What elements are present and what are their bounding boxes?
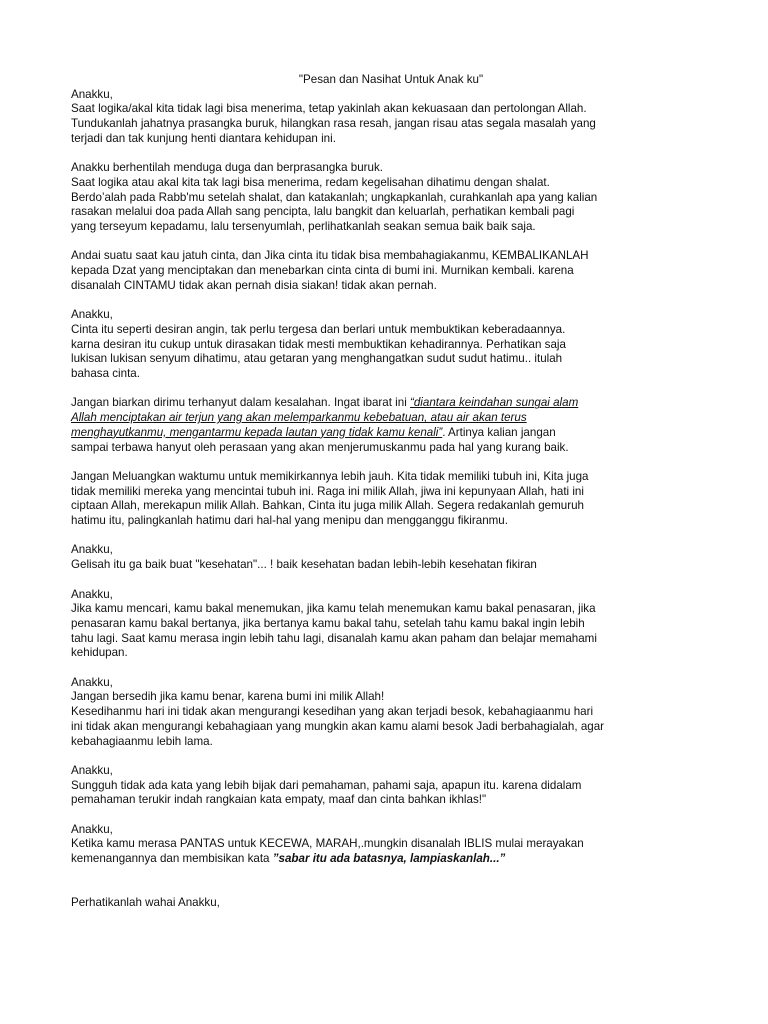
paragraph-line	[71, 411, 711, 426]
paragraph-line: Ketika kamu merasa PANTAS untuk KECEWA, MARAH,.mungkin disanalah IBLIS mulai merayakan	[71, 837, 584, 851]
paragraph-line: ini tidak akan mengurangi kebahagiaan yang mungkin akan kamu alami besok Jadi berbahagialah, agar	[71, 719, 605, 733]
paragraph-line: kebahagiaanmu lebih lama.	[71, 734, 213, 748]
paragraph-line: sampai terbawa hanyut oleh perasaan yang akan menjerumuskanmu pada hal yang kurang baik.	[71, 440, 569, 454]
paragraph-5	[71, 396, 711, 455]
paragraph-8	[71, 588, 711, 662]
paragraph-4	[71, 308, 711, 382]
quote-text: menghayutkanmu, mengantarmu kepada lautan yang tidak kamu kenali”	[71, 425, 443, 439]
document-body	[71, 73, 711, 911]
paragraph-line: Anakku,	[71, 763, 113, 777]
paragraph-line: yang terseyum kepadamu, lalu tersenyumlah, perlihatkanlah seakan semua baik baik saja.	[71, 220, 536, 234]
paragraph-line: hatimu itu, palingkanlah hatimu dari hal-hal yang menipu dan mengganggu fikiranmu.	[71, 514, 508, 528]
paragraph-9	[71, 676, 711, 750]
paragraph-line	[71, 852, 711, 867]
paragraph-7	[71, 543, 711, 572]
paragraph-line: Saat logika/akal kita tidak lagi bisa menerima, tetap yakinlah akan kekuasaan dan pertolongan Allah.	[71, 102, 587, 116]
paragraph-line	[71, 396, 711, 411]
paragraph-1	[71, 88, 711, 147]
paragraph-line: Jika kamu mencari, kamu bakal menemukan, jika kamu telah menemukan kamu bakal penasaran, jika	[71, 602, 596, 616]
quote-text: ”sabar itu ada batasnya, lampiaskanlah...”	[272, 852, 506, 866]
paragraph-text: kemenangannya dan membisikan kata	[71, 852, 273, 866]
paragraph-line: Andai suatu saat kau jatuh cinta, dan Jika cinta itu tidak bisa membahagiakanmu, KEMBALIKANLAH	[71, 249, 589, 263]
paragraph-line: Sungguh tidak ada kata yang lebih bijak dari pemahaman, pahami saja, apapun itu. karena didalam	[71, 778, 582, 792]
paragraph-text: . Artinya kalian jangan	[442, 425, 556, 439]
paragraph-10	[71, 764, 711, 808]
closing-line: Perhatikanlah wahai Anakku,	[71, 896, 220, 910]
paragraph-line: Kesedihanmu hari ini tidak akan mengurangi kesedihan yang akan terjadi besok, kebahagiaanmu hari	[71, 705, 594, 719]
quote-text: Allah menciptakan air terjun yang akan melemparkanmu kebebatuan, atau air akan terus	[71, 411, 527, 425]
paragraph-line	[71, 426, 711, 441]
paragraph-line: Anakku,	[71, 822, 113, 836]
paragraph-line: Saat logika atau akal kita tak lagi bisa menerima, redam kegelisahan dihatimu dengan shalat.	[71, 175, 550, 189]
paragraph-3	[71, 249, 711, 293]
paragraph-line: Jangan bersedih jika kamu benar, karena bumi ini milik Allah!	[71, 690, 385, 704]
paragraph-line: Cinta itu seperti desiran angin, tak perlu tergesa dan berlari untuk membuktikan keberadaannya.	[71, 322, 566, 336]
paragraph-line: Anakku,	[71, 543, 113, 557]
paragraph-6	[71, 470, 711, 529]
paragraph-11	[71, 823, 711, 867]
paragraph-line: Anakku,	[71, 675, 113, 689]
paragraph-line: kehidupan.	[71, 646, 128, 660]
paragraph-line: tahu lagi. Saat kamu merasa ingin lebih tahu lagi, disanalah kamu akan paham dan belajar memahami	[71, 631, 597, 645]
paragraph-2	[71, 161, 711, 235]
paragraph-line: Anakku,	[71, 587, 113, 601]
paragraph-text: Jangan biarkan dirimu terhanyut dalam kesalahan. Ingat ibarat ini	[71, 396, 410, 410]
paragraph-line: tidak memiliki mereka yang mencintai tubuh ini. Raga ini milik Allah, jiwa ini kepunyaan Allah, hati ini	[71, 484, 584, 498]
paragraph-line: terjadi dan tak kunjung henti diantara kehidupan ini.	[71, 131, 336, 145]
document-title: "Pesan dan Nasihat Untuk Anak ku"	[298, 73, 484, 86]
paragraph-line: Jangan Meluangkan waktumu untuk memikirkannya lebih jauh. Kita tidak memiliki tubuh ini, Kita juga	[71, 469, 589, 483]
paragraph-line: rasakan melalui doa pada Allah sang pencipta, lalu bangkit dan keluarlah, perhatikan kembali pagi	[71, 205, 575, 219]
paragraph-line: penasaran kamu bakal bertanya, jika bertanya kamu bakal tahu, setelah tahu kamu bakal ingin lebih	[71, 616, 585, 630]
paragraph-line: disanalah CINTAMU tidak akan pernah disia siakan! tidak akan pernah.	[71, 278, 437, 292]
paragraph-line: Anakku,	[71, 87, 113, 101]
paragraph-line: Anakku berhentilah menduga duga dan berprasangka buruk.	[71, 161, 383, 175]
paragraph-line: ciptaan Allah, merekapun milik Allah. Bahkan, Cinta itu juga milik Allah. Segera redakanlah gemuruh	[71, 499, 584, 513]
paragraph-line: kepada Dzat yang menciptakan dan menebarkan cinta cinta di bumi ini. Murnikan kembali. karena	[71, 264, 574, 278]
paragraph-line: Tundukanlah jahatnya prasangka buruk, hilangkan rasa resah, jangan risau atas segala masalah yang	[71, 117, 596, 131]
quote-text: “diantara keindahan sungai alam	[410, 396, 579, 410]
paragraph-line: pemahaman terukir indah rangkaian kata empaty, maaf dan cinta bahkan ikhlas!"	[71, 793, 487, 807]
paragraph-line: Anakku,	[71, 308, 113, 322]
paragraph-line: Gelisah itu ga baik buat "kesehatan"... ! baik kesehatan badan lebih-lebih kesehatan fikiran	[71, 558, 537, 572]
paragraph-line: lukisan lukisan senyum dihatimu, atau getaran yang menghangatkan sudut sudut hatimu.. itulah	[71, 352, 563, 366]
paragraph-line: karna desiran itu cukup untuk dirasakan tidak mesti membuktikan kehadirannya. Perhatikan saja	[71, 337, 566, 351]
paragraph-line: bahasa cinta.	[71, 367, 140, 381]
paragraph-line: Berdo’alah pada Rabb'mu setelah shalat, dan katakanlah; ungkapkanlah, curahkanlah apa yang kalian	[71, 190, 598, 204]
